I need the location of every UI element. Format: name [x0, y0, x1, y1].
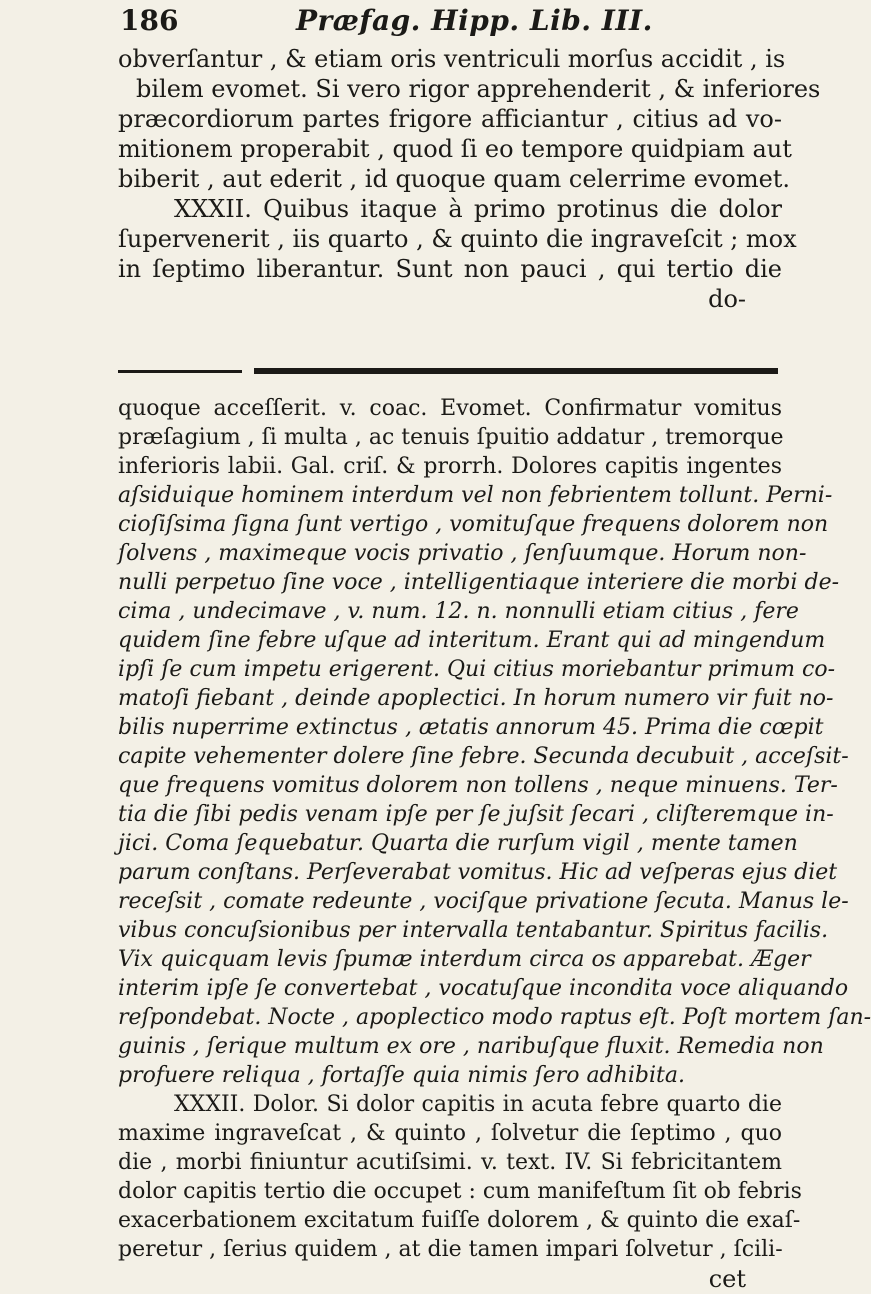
text-line: guinis , ſerique multum ex ore , naribuſque fluxit. Remedia non	[118, 1034, 824, 1059]
text-line: tia die ſibi pedis venam ipſe per ſe juſsit ſecari , cliſteremque in-	[118, 802, 834, 827]
text-line: in ſeptimo liberantur. Sunt non pauci , qui tertio die	[118, 255, 782, 283]
text-line: profuere reliqua , fortaſſe quia nimis ſero adhibita.	[118, 1063, 685, 1088]
text-line: maxime ingraveſcat , & quinto , ſolvetur die ſeptimo , quo	[118, 1121, 782, 1146]
text-line: ipſi ſe cum impetu erigerent. Qui citius moriebantur primum co-	[118, 657, 836, 682]
text-line: aſsiduique hominem interdum vel non febrientem tollunt. Perni-	[118, 483, 833, 508]
text-line: que frequens vomitus dolorem non tollens , neque minuens. Ter-	[118, 773, 838, 798]
text-line: inferioris labii. Gal. criſ. & prorrh. Dolores capitis ingentes	[118, 454, 782, 479]
page-header	[120, 0, 760, 48]
text-line: ſupervenerit , iis quarto , & quinto die ingraveſcit ; mox	[118, 225, 797, 253]
text-line: præſagium , ſi multa , ac tenuis ſpuitio addatur , tremorque	[118, 425, 784, 450]
text-line: bilem evomet. Si vero rigor apprehenderit , & inferiores	[136, 75, 821, 103]
divider-rule	[118, 368, 778, 374]
commentary-block	[118, 394, 871, 1293]
text-line: quidem ſine febre uſque ad interitum. Erant qui ad mingendum	[118, 628, 826, 653]
text-line: dolor capitis tertio die occupet : cum manifeſtum ſit ob febris	[118, 1179, 802, 1204]
text-line: cima , undecimave , v. num. 12. n. nonnulli etiam citius , fere	[118, 599, 799, 624]
text-line: bilis nuperrime extinctus , ætatis annorum 45. Prima die cœpit	[118, 715, 824, 740]
divider-long	[254, 368, 778, 374]
text-line: mitionem properabit , quod ſi eo tempore quidpiam aut	[118, 135, 792, 163]
text-line: receſsit , comate redeunte , vociſque privatione ſecuta. Manus le-	[118, 889, 849, 914]
text-line: capite vehementer dolere ſine febre. Secunda decubuit , acceſsit-	[118, 744, 849, 769]
catchword: cet	[708, 1265, 746, 1293]
divider-short	[118, 370, 242, 373]
text-line: præcordiorum partes frigore afficiantur , citius ad vo-	[118, 105, 782, 133]
main-text-block	[118, 44, 821, 313]
text-line: quoque acceſſerit. v. coac. Evomet. Confirmatur vomitus	[118, 396, 782, 421]
text-line: nulli perpetuo ſine voce , intelligentiaque interiere die morbi de-	[118, 570, 840, 595]
text-line: exacerbationem excitatum fuiſſe dolorem , & quinto die exaſ-	[118, 1208, 801, 1233]
catchword: do-	[708, 285, 746, 313]
text-line: ſolvens , maximeque vocis privatio , ſenſuumque. Horum non-	[118, 541, 807, 566]
text-line: biberit , aut ederit , id quoque quam celerrime evomet.	[118, 165, 791, 193]
running-title: Præfag. Hipp. Lib. III.	[296, 4, 653, 37]
text-line: die , morbi finiuntur acutiſsimi. v. text. IV. Si febricitantem	[118, 1150, 782, 1175]
text-line: XXXII. Dolor. Si dolor capitis in acuta febre quarto die	[174, 1092, 782, 1117]
text-line: reſpondebat. Nocte , apoplectico modo raptus eſt. Poſt mortem ſan-	[118, 1005, 871, 1030]
text-line: cioſiſsima ſigna ſunt vertigo , vomituſque frequens dolorem non	[118, 512, 829, 537]
text-line: interim ipſe ſe convertebat , vocatuſque incondita voce aliquando	[118, 976, 849, 1001]
text-line: jici. Coma ſequebatur. Quarta die rurſum vigil , mente tamen	[118, 831, 798, 856]
text-line: XXXII. Quibus itaque à primo protinus die dolor	[174, 195, 782, 223]
text-line: peretur , ſerius quidem , at die tamen impari ſolvetur , ſcili-	[118, 1237, 783, 1262]
page-number: 186	[120, 4, 179, 37]
text-line: parum conſtans. Perſeverabat vomitus. Hic ad veſperas ejus diet	[118, 860, 838, 885]
text-line: obverſantur , & etiam oris ventriculi morſus accidit , is	[118, 45, 786, 73]
text-line: vibus concuſsionibus per intervalla tentabantur. Spiritus facilis.	[118, 918, 829, 943]
text-line: Vix quicquam levis ſpumæ interdum circa os apparebat. Æger	[118, 947, 811, 972]
text-line: matoſi fiebant , deinde apoplectici. In horum numero vir fuit no-	[118, 686, 834, 711]
